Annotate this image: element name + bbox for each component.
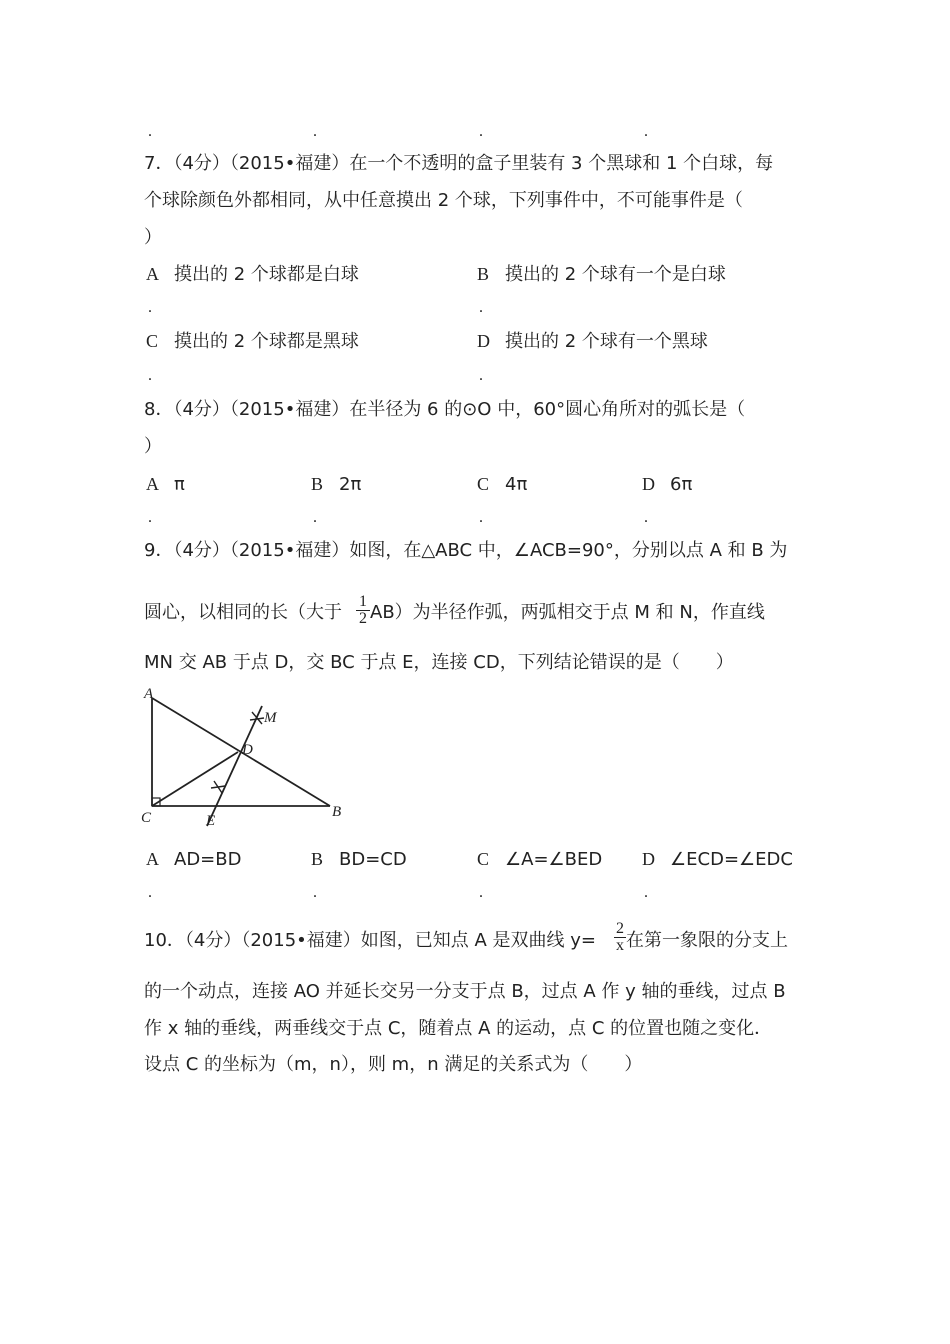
- q9-line-3: MN 交 AB 于点 D，交 BC 于点 E，连接 CD，下列结论错误的是（ ）: [144, 652, 734, 673]
- q9-triangle-figure: [138, 684, 348, 834]
- q7-option-d-dot: .: [479, 367, 483, 384]
- q8-option-b[interactable]: [311, 472, 361, 497]
- q10-line-1-post: 在第一象限的分支上: [626, 930, 788, 951]
- q9-option-a-dot: .: [148, 884, 152, 901]
- option-letter: D: [477, 331, 490, 351]
- label-m: M: [264, 710, 277, 726]
- q10-line-4: 设点 C 的坐标为（m，n），则 m，n 满足的关系式为（ ）: [144, 1054, 643, 1075]
- q7-option-b[interactable]: [477, 262, 726, 287]
- option-text: 摸出的 2 个球有一个黑球: [505, 331, 708, 352]
- q7-option-a[interactable]: [146, 262, 359, 287]
- q7-option-c[interactable]: [146, 329, 359, 354]
- option-letter: B: [311, 474, 324, 494]
- option-text: 4π: [505, 474, 528, 495]
- label-a: A: [144, 686, 154, 702]
- option-text: π: [174, 474, 185, 495]
- top-dot-2: .: [313, 123, 317, 140]
- option-letter: B: [477, 264, 490, 284]
- option-text: 摸出的 2 个球有一个是白球: [505, 264, 726, 285]
- fraction-numerator: 2: [616, 920, 624, 937]
- q9-option-b-dot: .: [313, 884, 317, 901]
- option-text: AD=BD: [174, 849, 242, 870]
- q8-option-d[interactable]: [642, 472, 692, 497]
- q8-option-d-dot: .: [644, 509, 648, 526]
- option-letter: A: [146, 849, 159, 869]
- option-text: 6π: [670, 474, 693, 495]
- q8-line-1: 8．（4分）（2015•福建）在半径为 6 的⊙O 中，60°圆心角所对的弧长是（: [144, 399, 746, 420]
- label-d: D: [242, 742, 253, 758]
- option-text: 摸出的 2 个球都是黑球: [174, 331, 359, 352]
- fraction-numerator: 1: [359, 593, 367, 610]
- q8-option-a-dot: .: [148, 509, 152, 526]
- label-c: C: [141, 810, 152, 826]
- option-letter: C: [146, 331, 159, 351]
- option-text: ∠A=∠BED: [505, 849, 603, 870]
- option-letter: A: [146, 264, 159, 284]
- top-dot-3: .: [479, 123, 483, 140]
- q7-option-d[interactable]: [477, 329, 708, 354]
- top-dot-4: .: [644, 123, 648, 140]
- q9-line-2-pre: 圆心，以相同的长（大于: [144, 602, 342, 623]
- q7-option-a-dot: .: [148, 299, 152, 316]
- q7-option-c-dot: .: [148, 367, 152, 384]
- q9-line-2-post: AB）为半径作弧，两弧相交于点 M 和 N，作直线: [370, 602, 765, 623]
- q9-option-b[interactable]: [311, 847, 407, 872]
- q9-fraction: [356, 594, 370, 627]
- q7-line-2: 个球除颜色外都相同，从中任意摸出 2 个球，下列事件中，不可能事件是（: [144, 190, 743, 211]
- q8-option-b-dot: .: [313, 509, 317, 526]
- segment-cd: [152, 752, 238, 806]
- q8-option-c-dot: .: [479, 509, 483, 526]
- q9-line-1: 9．（4分）（2015•福建）如图，在△ABC 中，∠ACB=90°，分别以点 A 和 B 为: [144, 540, 788, 561]
- q8-option-a[interactable]: [146, 472, 185, 497]
- q7-line-1: 7．（4分）（2015•福建）在一个不透明的盒子里装有 3 个黑球和 1 个白球，每: [144, 153, 774, 174]
- fraction-denominator: x: [616, 937, 624, 954]
- top-dot-1: .: [148, 123, 152, 140]
- q9-option-d-dot: .: [644, 884, 648, 901]
- label-e: E: [206, 813, 216, 829]
- q10-fraction: [614, 921, 626, 954]
- option-letter: B: [311, 849, 324, 869]
- q9-option-d[interactable]: [642, 847, 793, 872]
- option-letter: C: [477, 474, 490, 494]
- q8-option-c[interactable]: [477, 472, 527, 497]
- option-letter: C: [477, 849, 490, 869]
- option-letter: D: [642, 474, 655, 494]
- q10-line-1-pre: 10．（4分）（2015•福建）如图，已知点 A 是双曲线 y=: [144, 930, 596, 951]
- q10-line-3: 作 x 轴的垂线，两垂线交于点 C，随着点 A 的运动，点 C 的位置也随之变化．: [144, 1018, 773, 1039]
- option-letter: A: [146, 474, 159, 494]
- fraction-denominator: 2: [356, 610, 370, 627]
- option-text: 摸出的 2 个球都是白球: [174, 264, 359, 285]
- q8-line-2: ）: [144, 436, 162, 457]
- q7-option-b-dot: .: [479, 299, 483, 316]
- option-letter: D: [642, 849, 655, 869]
- option-text: BD=CD: [339, 849, 407, 870]
- label-b: B: [332, 804, 342, 820]
- q9-option-c-dot: .: [479, 884, 483, 901]
- q9-option-a[interactable]: [146, 847, 241, 872]
- option-text: ∠ECD=∠EDC: [670, 849, 793, 870]
- q7-line-3: ）: [144, 227, 162, 248]
- option-text: 2π: [339, 474, 362, 495]
- q10-line-2: 的一个动点，连接 AO 并延长交另一分支于点 B，过点 A 作 y 轴的垂线，过点 B: [144, 981, 786, 1002]
- q9-option-c[interactable]: [477, 847, 602, 872]
